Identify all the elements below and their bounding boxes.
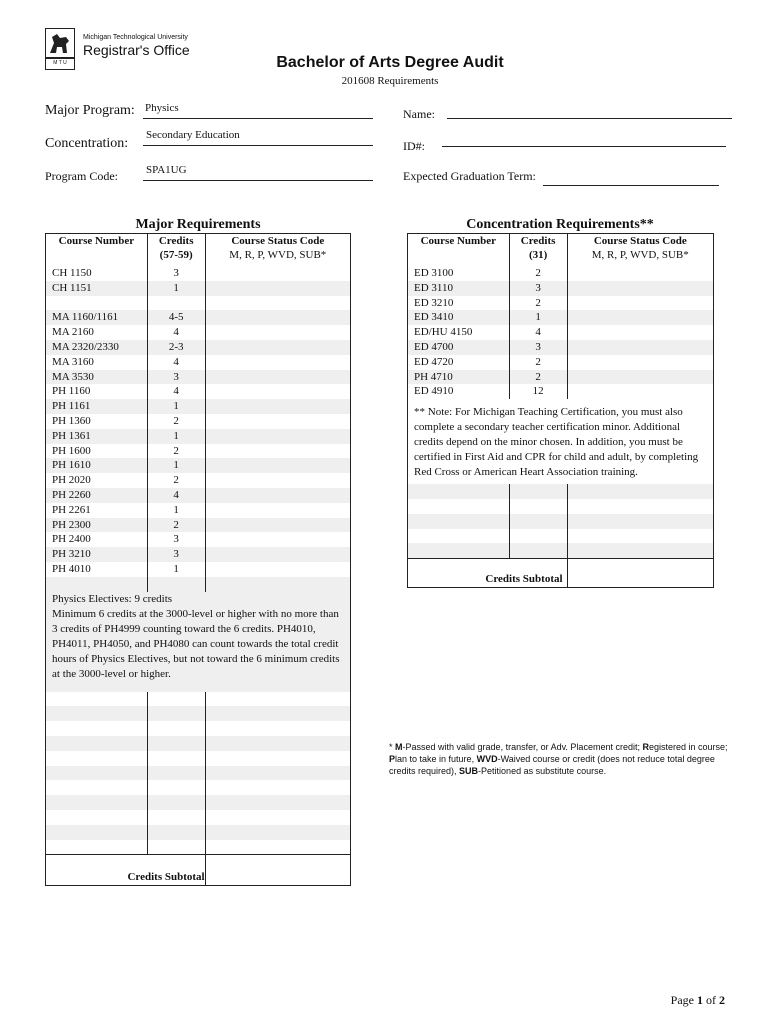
blank-row bbox=[46, 780, 351, 795]
credits-cell: 3 bbox=[509, 340, 567, 355]
blank-row bbox=[46, 706, 351, 721]
course-number-cell bbox=[46, 692, 148, 707]
course-number-cell bbox=[46, 840, 148, 855]
credits-cell bbox=[147, 721, 205, 736]
credits-cell: 3 bbox=[147, 266, 205, 281]
course-number-cell: ED 3110 bbox=[408, 281, 510, 296]
table-row bbox=[46, 518, 351, 533]
status-code-cell[interactable] bbox=[205, 444, 350, 459]
page-title: Bachelor of Arts Degree Audit bbox=[276, 54, 504, 71]
id-field[interactable] bbox=[442, 146, 726, 147]
table-row bbox=[46, 547, 351, 562]
name-label: Name: bbox=[403, 107, 435, 121]
course-number-cell: PH 1160 bbox=[52, 385, 91, 398]
table-row bbox=[46, 444, 351, 459]
table-row bbox=[408, 296, 714, 311]
major-program-value: Physics bbox=[145, 102, 179, 114]
major-subtotal-label: Credits Subtotal bbox=[127, 871, 205, 884]
course-number-cell: PH 2260 bbox=[46, 488, 148, 503]
status-code-cell[interactable] bbox=[205, 825, 350, 840]
table-row bbox=[46, 458, 351, 473]
status-code-cell[interactable] bbox=[567, 543, 713, 558]
husky-icon bbox=[46, 29, 74, 57]
credits-cell bbox=[147, 780, 205, 795]
course-number-cell: MA 3530 bbox=[46, 370, 148, 385]
credits-cell bbox=[147, 751, 205, 766]
status-code-cell[interactable] bbox=[205, 266, 350, 281]
conc-col-status: Course Status Code M, R, P, WVD, SUB* bbox=[567, 234, 713, 267]
table-row bbox=[408, 384, 714, 399]
table-row bbox=[408, 325, 714, 340]
conc-subtotal-value[interactable] bbox=[567, 559, 713, 588]
course-number-cell: ED/HU 4150 bbox=[414, 326, 473, 339]
course-number-cell: PH 1610 bbox=[46, 458, 148, 473]
concentration-line bbox=[143, 145, 373, 146]
credits-cell: 1 bbox=[147, 399, 205, 414]
blank-row bbox=[46, 840, 351, 855]
blank-row bbox=[46, 736, 351, 751]
grad-term-label: Expected Graduation Term: bbox=[403, 169, 536, 183]
credits-cell: 2 bbox=[147, 518, 205, 533]
status-code-cell[interactable] bbox=[567, 499, 713, 514]
table-row bbox=[46, 281, 351, 296]
status-code-cell[interactable] bbox=[205, 751, 350, 766]
course-number-cell: MA 2160 bbox=[52, 326, 94, 339]
program-code-value: SPA1UG bbox=[146, 164, 187, 176]
status-code-cell[interactable] bbox=[205, 384, 350, 399]
major-requirements-table bbox=[45, 233, 351, 886]
blank-row bbox=[408, 529, 714, 544]
credits-cell: 2 bbox=[509, 370, 567, 385]
credits-cell bbox=[509, 514, 567, 529]
status-code-cell[interactable] bbox=[205, 310, 350, 325]
concentration-label: Concentration: bbox=[45, 136, 129, 151]
course-number-cell: MA 2320/2330 bbox=[46, 340, 148, 355]
status-code-cell[interactable] bbox=[205, 296, 350, 311]
course-number-cell: ED 3210 bbox=[414, 296, 454, 309]
electives-title: Physics Electives: 9 credits bbox=[52, 592, 173, 605]
major-subtotal-value[interactable] bbox=[205, 855, 350, 886]
credits-cell bbox=[147, 766, 205, 781]
status-code-cell[interactable] bbox=[567, 266, 713, 281]
credits-cell: 3 bbox=[147, 547, 205, 562]
credits-cell: 2 bbox=[147, 414, 205, 429]
credits-cell bbox=[147, 736, 205, 751]
table-row bbox=[46, 488, 351, 503]
course-number-cell: ED 4720 bbox=[414, 355, 454, 368]
course-number-cell: ED 4700 bbox=[408, 340, 510, 355]
credits-cell: 2 bbox=[147, 473, 205, 488]
credits-cell: 12 bbox=[509, 384, 567, 399]
course-number-cell: PH 4010 bbox=[52, 562, 91, 575]
table-row bbox=[46, 370, 351, 385]
status-code-cell[interactable] bbox=[205, 429, 350, 444]
status-code-cell[interactable] bbox=[205, 458, 350, 473]
logo-strip: M T U bbox=[45, 58, 75, 70]
course-number-cell bbox=[46, 706, 148, 721]
credits-cell bbox=[509, 499, 567, 514]
course-number-cell bbox=[46, 825, 148, 840]
major-program-label: Major Program: bbox=[45, 103, 135, 118]
table-row bbox=[408, 370, 714, 385]
credits-cell: 3 bbox=[147, 370, 205, 385]
course-number-cell: PH 3210 bbox=[46, 547, 148, 562]
status-code-cell[interactable] bbox=[205, 810, 350, 825]
course-number-cell bbox=[46, 751, 148, 766]
status-code-cell[interactable] bbox=[205, 473, 350, 488]
course-number-cell bbox=[408, 514, 510, 529]
status-code-cell[interactable] bbox=[567, 370, 713, 385]
major-program-line bbox=[143, 118, 373, 119]
credits-cell: 4 bbox=[147, 488, 205, 503]
status-code-cell[interactable] bbox=[205, 414, 350, 429]
blank-row bbox=[408, 484, 714, 499]
course-number-cell: CH 1150 bbox=[52, 267, 92, 279]
office-name: Registrar's Office bbox=[83, 42, 190, 58]
credits-cell: 4 bbox=[509, 325, 567, 340]
status-code-cell[interactable] bbox=[205, 562, 350, 577]
blank-row bbox=[46, 766, 351, 781]
table-row bbox=[408, 310, 714, 325]
credits-cell bbox=[147, 577, 205, 592]
conc-subtotal-label: Credits Subtotal bbox=[485, 573, 563, 586]
credits-cell: 2-3 bbox=[147, 340, 205, 355]
major-col-status: Course Status Code M, R, P, WVD, SUB* bbox=[205, 234, 350, 267]
course-number-cell bbox=[46, 766, 148, 781]
program-code-line bbox=[143, 180, 373, 181]
status-code-cell[interactable] bbox=[205, 281, 350, 296]
status-code-cell[interactable] bbox=[205, 370, 350, 385]
credits-cell: 3 bbox=[147, 532, 205, 547]
course-number-cell: PH 2300 bbox=[46, 518, 148, 533]
credits-cell: 2 bbox=[147, 444, 205, 459]
course-number-cell: MA 3160 bbox=[52, 355, 94, 368]
blank-row bbox=[46, 795, 351, 810]
credits-cell: 4 bbox=[147, 355, 205, 370]
status-code-cell[interactable] bbox=[567, 514, 713, 529]
table-row bbox=[408, 340, 714, 355]
credits-cell bbox=[147, 795, 205, 810]
table-row bbox=[408, 355, 714, 370]
course-number-cell bbox=[46, 736, 148, 751]
course-number-cell: ED 3100 bbox=[414, 267, 454, 279]
table-row bbox=[46, 503, 351, 518]
table-row bbox=[46, 325, 351, 340]
university-name: Michigan Technological University bbox=[83, 34, 188, 41]
credits-cell: 3 bbox=[509, 281, 567, 296]
major-col-credits: Credits (57-59) bbox=[147, 234, 205, 267]
credits-cell: 4 bbox=[147, 384, 205, 399]
table-row bbox=[46, 562, 351, 577]
credits-cell bbox=[509, 529, 567, 544]
concentration-requirements-table bbox=[407, 233, 714, 588]
credits-cell: 1 bbox=[147, 281, 205, 296]
table-row bbox=[46, 266, 351, 281]
program-code-label: Program Code: bbox=[45, 169, 118, 183]
course-number-cell: MA 1160/1161 bbox=[46, 310, 148, 325]
course-number-cell: PH 2261 bbox=[52, 503, 91, 516]
credits-cell bbox=[147, 706, 205, 721]
table-row bbox=[46, 532, 351, 547]
table-row bbox=[408, 266, 714, 281]
blank-row bbox=[46, 751, 351, 766]
credits-cell: 1 bbox=[147, 458, 205, 473]
status-code-cell[interactable] bbox=[567, 355, 713, 370]
credits-cell bbox=[509, 484, 567, 499]
status-code-cell[interactable] bbox=[567, 484, 713, 499]
blank-row bbox=[46, 825, 351, 840]
page-subtitle: 201608 Requirements bbox=[341, 75, 439, 87]
credits-cell: 2 bbox=[509, 266, 567, 281]
status-code-footnote: * M-Passed with valid grade, transfer, or Adv. Placement credit; Registered in course; Plan to take in future, WVD-Waived course or credit (does not reduce total degree credits required), SUB-Petitioned as substitute course. bbox=[389, 742, 728, 776]
status-code-cell[interactable] bbox=[567, 310, 713, 325]
blank-row bbox=[408, 499, 714, 514]
status-code-cell[interactable] bbox=[567, 384, 713, 399]
course-number-cell: PH 1161 bbox=[46, 399, 148, 414]
status-code-cell[interactable] bbox=[205, 721, 350, 736]
course-number-cell bbox=[408, 543, 510, 558]
conc-col-course: Course Number bbox=[420, 235, 497, 247]
status-code-cell[interactable] bbox=[205, 736, 350, 751]
id-label: ID#: bbox=[403, 139, 425, 153]
status-code-cell[interactable] bbox=[205, 503, 350, 518]
status-code-cell[interactable] bbox=[205, 795, 350, 810]
conc-header-row bbox=[408, 234, 714, 267]
course-number-cell: ED 4910 bbox=[414, 385, 454, 398]
electives-note-row bbox=[46, 592, 351, 692]
credits-cell: 1 bbox=[147, 562, 205, 577]
major-requirements-title: Major Requirements bbox=[135, 217, 261, 232]
course-number-cell: CH 1151 bbox=[46, 281, 148, 296]
course-number-cell bbox=[46, 780, 148, 795]
course-number-cell: PH 1360 bbox=[52, 414, 91, 427]
major-header-row bbox=[46, 234, 351, 267]
table-row bbox=[46, 340, 351, 355]
status-code-cell[interactable] bbox=[205, 766, 350, 781]
credits-cell: 1 bbox=[509, 310, 567, 325]
grad-term-field[interactable] bbox=[543, 185, 719, 186]
concentration-requirements-title: Concentration Requirements** bbox=[466, 217, 654, 232]
electives-rules: Minimum 6 credits at the 3000-level or higher with no more than 3 credits of PH4999 counting toward the 6 credits. PH4010, PH4011, PH4050, and PH4080 can count towards the total credit hours of Physics Electives, but not toward the 6 minimum credits at the 3000-level or higher. bbox=[52, 607, 340, 680]
course-number-cell bbox=[46, 795, 148, 810]
conc-note-row bbox=[408, 399, 714, 484]
table-row bbox=[46, 473, 351, 488]
status-code-cell[interactable] bbox=[205, 532, 350, 547]
course-number-cell: PH 2020 bbox=[52, 474, 91, 487]
credits-cell: 2 bbox=[509, 296, 567, 311]
status-code-cell[interactable] bbox=[567, 325, 713, 340]
status-code-cell[interactable] bbox=[205, 840, 350, 855]
course-number-cell: PH 1600 bbox=[52, 444, 91, 457]
conc-note: ** Note: For Michigan Teaching Certification, you must also complete a secondary teacher certification minor. Additional credits depend on the minor chosen. In addition, you must be certified in First Aid and CPR for child and adult, by completing Red Cross or American Heart Association training. bbox=[414, 406, 699, 479]
credits-cell bbox=[147, 840, 205, 855]
name-field[interactable] bbox=[447, 118, 732, 119]
course-number-cell bbox=[408, 529, 510, 544]
course-number-cell bbox=[408, 484, 510, 499]
table-row bbox=[46, 384, 351, 399]
blank-row bbox=[46, 692, 351, 707]
credits-cell: 1 bbox=[147, 503, 205, 518]
status-code-cell[interactable] bbox=[567, 281, 713, 296]
status-code-cell[interactable] bbox=[205, 488, 350, 503]
status-code-cell[interactable] bbox=[567, 296, 713, 311]
credits-cell: 1 bbox=[147, 429, 205, 444]
table-row bbox=[46, 429, 351, 444]
blank-row bbox=[408, 514, 714, 529]
status-code-cell[interactable] bbox=[205, 518, 350, 533]
table-row bbox=[46, 414, 351, 429]
status-code-cell[interactable] bbox=[205, 340, 350, 355]
status-code-cell[interactable] bbox=[205, 355, 350, 370]
status-code-cell[interactable] bbox=[205, 692, 350, 707]
course-number-cell: PH 1361 bbox=[46, 429, 148, 444]
credits-cell: 4 bbox=[147, 325, 205, 340]
table-row bbox=[46, 296, 351, 311]
course-number-cell bbox=[46, 296, 148, 311]
table-row bbox=[46, 577, 351, 592]
concentration-value: Secondary Education bbox=[146, 129, 240, 141]
course-number-cell bbox=[46, 721, 148, 736]
status-code-cell[interactable] bbox=[567, 529, 713, 544]
status-code-cell[interactable] bbox=[567, 340, 713, 355]
course-number-cell: PH 2400 bbox=[52, 533, 91, 546]
status-code-cell[interactable] bbox=[205, 706, 350, 721]
conc-col-credits: Credits (31) bbox=[509, 234, 567, 267]
course-number-cell bbox=[46, 810, 148, 825]
table-row bbox=[46, 310, 351, 325]
blank-row bbox=[408, 543, 714, 558]
credits-cell: 4-5 bbox=[147, 310, 205, 325]
credits-cell: 2 bbox=[509, 355, 567, 370]
conc-subtotal-row bbox=[408, 559, 714, 588]
major-col-course: Course Number bbox=[58, 235, 135, 247]
page-number: Page 1 of 2 bbox=[670, 993, 725, 1007]
credits-cell bbox=[509, 543, 567, 558]
blank-row bbox=[46, 810, 351, 825]
table-row bbox=[408, 281, 714, 296]
table-row bbox=[46, 355, 351, 370]
status-code-cell[interactable] bbox=[205, 325, 350, 340]
status-code-cell[interactable] bbox=[205, 577, 350, 592]
credits-cell bbox=[147, 810, 205, 825]
course-number-cell bbox=[46, 577, 148, 592]
credits-cell bbox=[147, 825, 205, 840]
major-subtotal-row bbox=[46, 855, 351, 886]
blank-row bbox=[46, 721, 351, 736]
course-number-cell bbox=[408, 499, 510, 514]
course-number-cell: PH 4710 bbox=[408, 370, 510, 385]
table-row bbox=[46, 399, 351, 414]
status-code-cell[interactable] bbox=[205, 399, 350, 414]
status-code-cell[interactable] bbox=[205, 547, 350, 562]
credits-cell bbox=[147, 692, 205, 707]
course-number-cell: ED 3410 bbox=[408, 310, 510, 325]
credits-cell bbox=[147, 296, 205, 311]
status-code-cell[interactable] bbox=[205, 780, 350, 795]
